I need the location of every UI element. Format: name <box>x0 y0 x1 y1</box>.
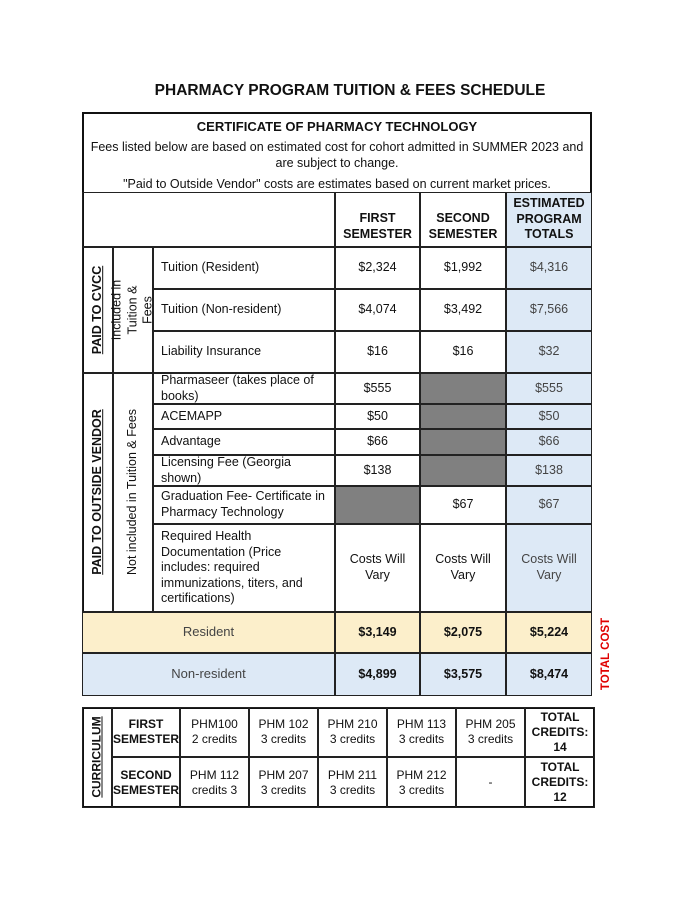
row-second-advantage-na <box>420 429 506 455</box>
course-credits: 3 credits <box>329 732 376 746</box>
curriculum-first-total-value: 14 <box>553 739 567 754</box>
course-credits: 3 credits <box>329 782 376 797</box>
row-label-health-docs: Required Health Documentation (Price includes: required immunizations, titers, and certifications) <box>153 524 335 612</box>
header-blank <box>82 192 335 247</box>
total-nonresident-program: $8,474 <box>506 653 592 696</box>
total-resident-second: $2,075 <box>420 612 506 653</box>
curriculum-first-course <box>387 707 456 757</box>
course-code: PHM 113 <box>396 717 447 731</box>
course-code: PHM 210 <box>327 717 378 731</box>
curriculum-first-course <box>180 707 249 757</box>
total-resident-program: $5,224 <box>506 612 592 653</box>
row-label-tuition-resident: Tuition (Resident) <box>153 247 335 289</box>
total-nonresident-label: Non-resident <box>82 653 335 696</box>
row-label-advantage: Advantage <box>153 429 335 455</box>
row-second-liability: $16 <box>420 331 506 373</box>
vendor-note: "Paid to Outside Vendor" costs are estimates based on current market prices. <box>123 177 551 191</box>
row-second-health-docs: Costs Will Vary <box>420 524 506 612</box>
row-total-graduation: $67 <box>506 486 592 524</box>
curriculum-second-course <box>180 757 249 808</box>
row-label-liability: Liability Insurance <box>153 331 335 373</box>
curriculum-first-total-label: TOTAL CREDITS: <box>531 709 589 739</box>
row-second-tuition-resident: $1,992 <box>420 247 506 289</box>
course-code: PHM100 <box>191 717 238 731</box>
row-total-acemapp: $50 <box>506 404 592 429</box>
row-first-acemapp: $50 <box>335 404 420 429</box>
curriculum-second-total-label: TOTAL CREDITS: <box>531 760 589 789</box>
col-program-totals: ESTIMATED PROGRAM TOTALS <box>506 192 592 247</box>
course-code: PHM 102 <box>258 717 309 731</box>
course-code: - <box>488 775 493 789</box>
row-total-licensing: $138 <box>506 455 592 486</box>
group-vendor-label: PAID TO OUTSIDE VENDOR <box>90 409 105 575</box>
curriculum-first-total <box>525 707 595 757</box>
course-code: PHM 207 <box>258 767 309 782</box>
group-vendor-sub-label: Not included in Tuition & Fees <box>125 408 140 576</box>
curriculum-label: CURRICULUM <box>89 716 104 798</box>
row-total-tuition-nonresident: $7,566 <box>506 289 592 331</box>
row-label-graduation: Graduation Fee- Certificate in Pharmacy Technology <box>153 486 335 524</box>
total-resident-first: $3,149 <box>335 612 420 653</box>
curriculum-second-course <box>249 757 318 808</box>
total-cost-side-label: TOTAL COST <box>599 617 612 691</box>
curriculum-second-label: SECOND SEMESTER <box>112 757 180 808</box>
row-total-health-docs: Costs Will Vary <box>506 524 592 612</box>
total-nonresident-second: $3,575 <box>420 653 506 696</box>
curriculum-first-course <box>318 707 387 757</box>
course-credits: 3 credits <box>260 782 307 797</box>
group-cvcc-sub-label: Included in Tuition & Fees <box>109 279 155 341</box>
row-label-tuition-nonresident: Tuition (Non-resident) <box>153 289 335 331</box>
certificate-title: CERTIFICATE OF PHARMACY TECHNOLOGY <box>196 119 478 134</box>
course-credits: 3 credits <box>260 732 307 746</box>
course-code: PHM 211 <box>327 767 378 782</box>
curriculum-second-course <box>456 757 525 808</box>
row-total-advantage: $66 <box>506 429 592 455</box>
group-cvcc-label: PAID TO CVCC <box>90 265 105 355</box>
course-credits: 3 credits <box>467 732 514 746</box>
page-title: PHARMACY PROGRAM TUITION & FEES SCHEDULE <box>154 82 546 99</box>
row-total-liability: $32 <box>506 331 592 373</box>
curriculum-second-course <box>318 757 387 808</box>
row-second-pharmaseer-na <box>420 373 506 404</box>
row-second-graduation: $67 <box>420 486 506 524</box>
curriculum-second-course <box>387 757 456 808</box>
course-code: PHM 112 <box>189 767 240 782</box>
course-code: PHM 212 <box>396 767 447 782</box>
course-credits: 2 credits <box>191 732 238 746</box>
row-first-tuition-resident: $2,324 <box>335 247 420 289</box>
row-second-acemapp-na <box>420 404 506 429</box>
row-label-pharmaseer: Pharmaseer (takes place of books) <box>153 373 335 404</box>
total-resident-label: Resident <box>82 612 335 653</box>
fees-note: Fees listed below are based on estimated cost for cohort admitted in SUMMER 2023 and are subject to change. <box>90 140 584 171</box>
curriculum-first-course <box>249 707 318 757</box>
course-credits: credits 3 <box>191 782 238 797</box>
course-credits: 3 credits <box>398 782 445 797</box>
curriculum-first-course <box>456 707 525 757</box>
col-first-semester: FIRST SEMESTER <box>335 192 420 247</box>
row-first-graduation-na <box>335 486 420 524</box>
row-second-licensing-na <box>420 455 506 486</box>
row-first-health-docs: Costs Will Vary <box>335 524 420 612</box>
curriculum-second-total-value: 12 <box>553 790 567 804</box>
row-first-liability: $16 <box>335 331 420 373</box>
row-first-tuition-nonresident: $4,074 <box>335 289 420 331</box>
course-credits: 3 credits <box>398 732 445 746</box>
row-first-licensing: $138 <box>335 455 420 486</box>
row-label-acemapp: ACEMAPP <box>153 404 335 429</box>
col-second-semester: SECOND SEMESTER <box>420 192 506 247</box>
row-total-pharmaseer: $555 <box>506 373 592 404</box>
row-first-pharmaseer: $555 <box>335 373 420 404</box>
row-first-advantage: $66 <box>335 429 420 455</box>
curriculum-second-total <box>525 757 595 808</box>
row-second-tuition-nonresident: $3,492 <box>420 289 506 331</box>
row-label-licensing: Licensing Fee (Georgia shown) <box>153 455 335 486</box>
curriculum-first-label: FIRST SEMESTER <box>112 707 180 757</box>
row-total-tuition-resident: $4,316 <box>506 247 592 289</box>
course-code: PHM 205 <box>465 717 516 731</box>
total-nonresident-first: $4,899 <box>335 653 420 696</box>
